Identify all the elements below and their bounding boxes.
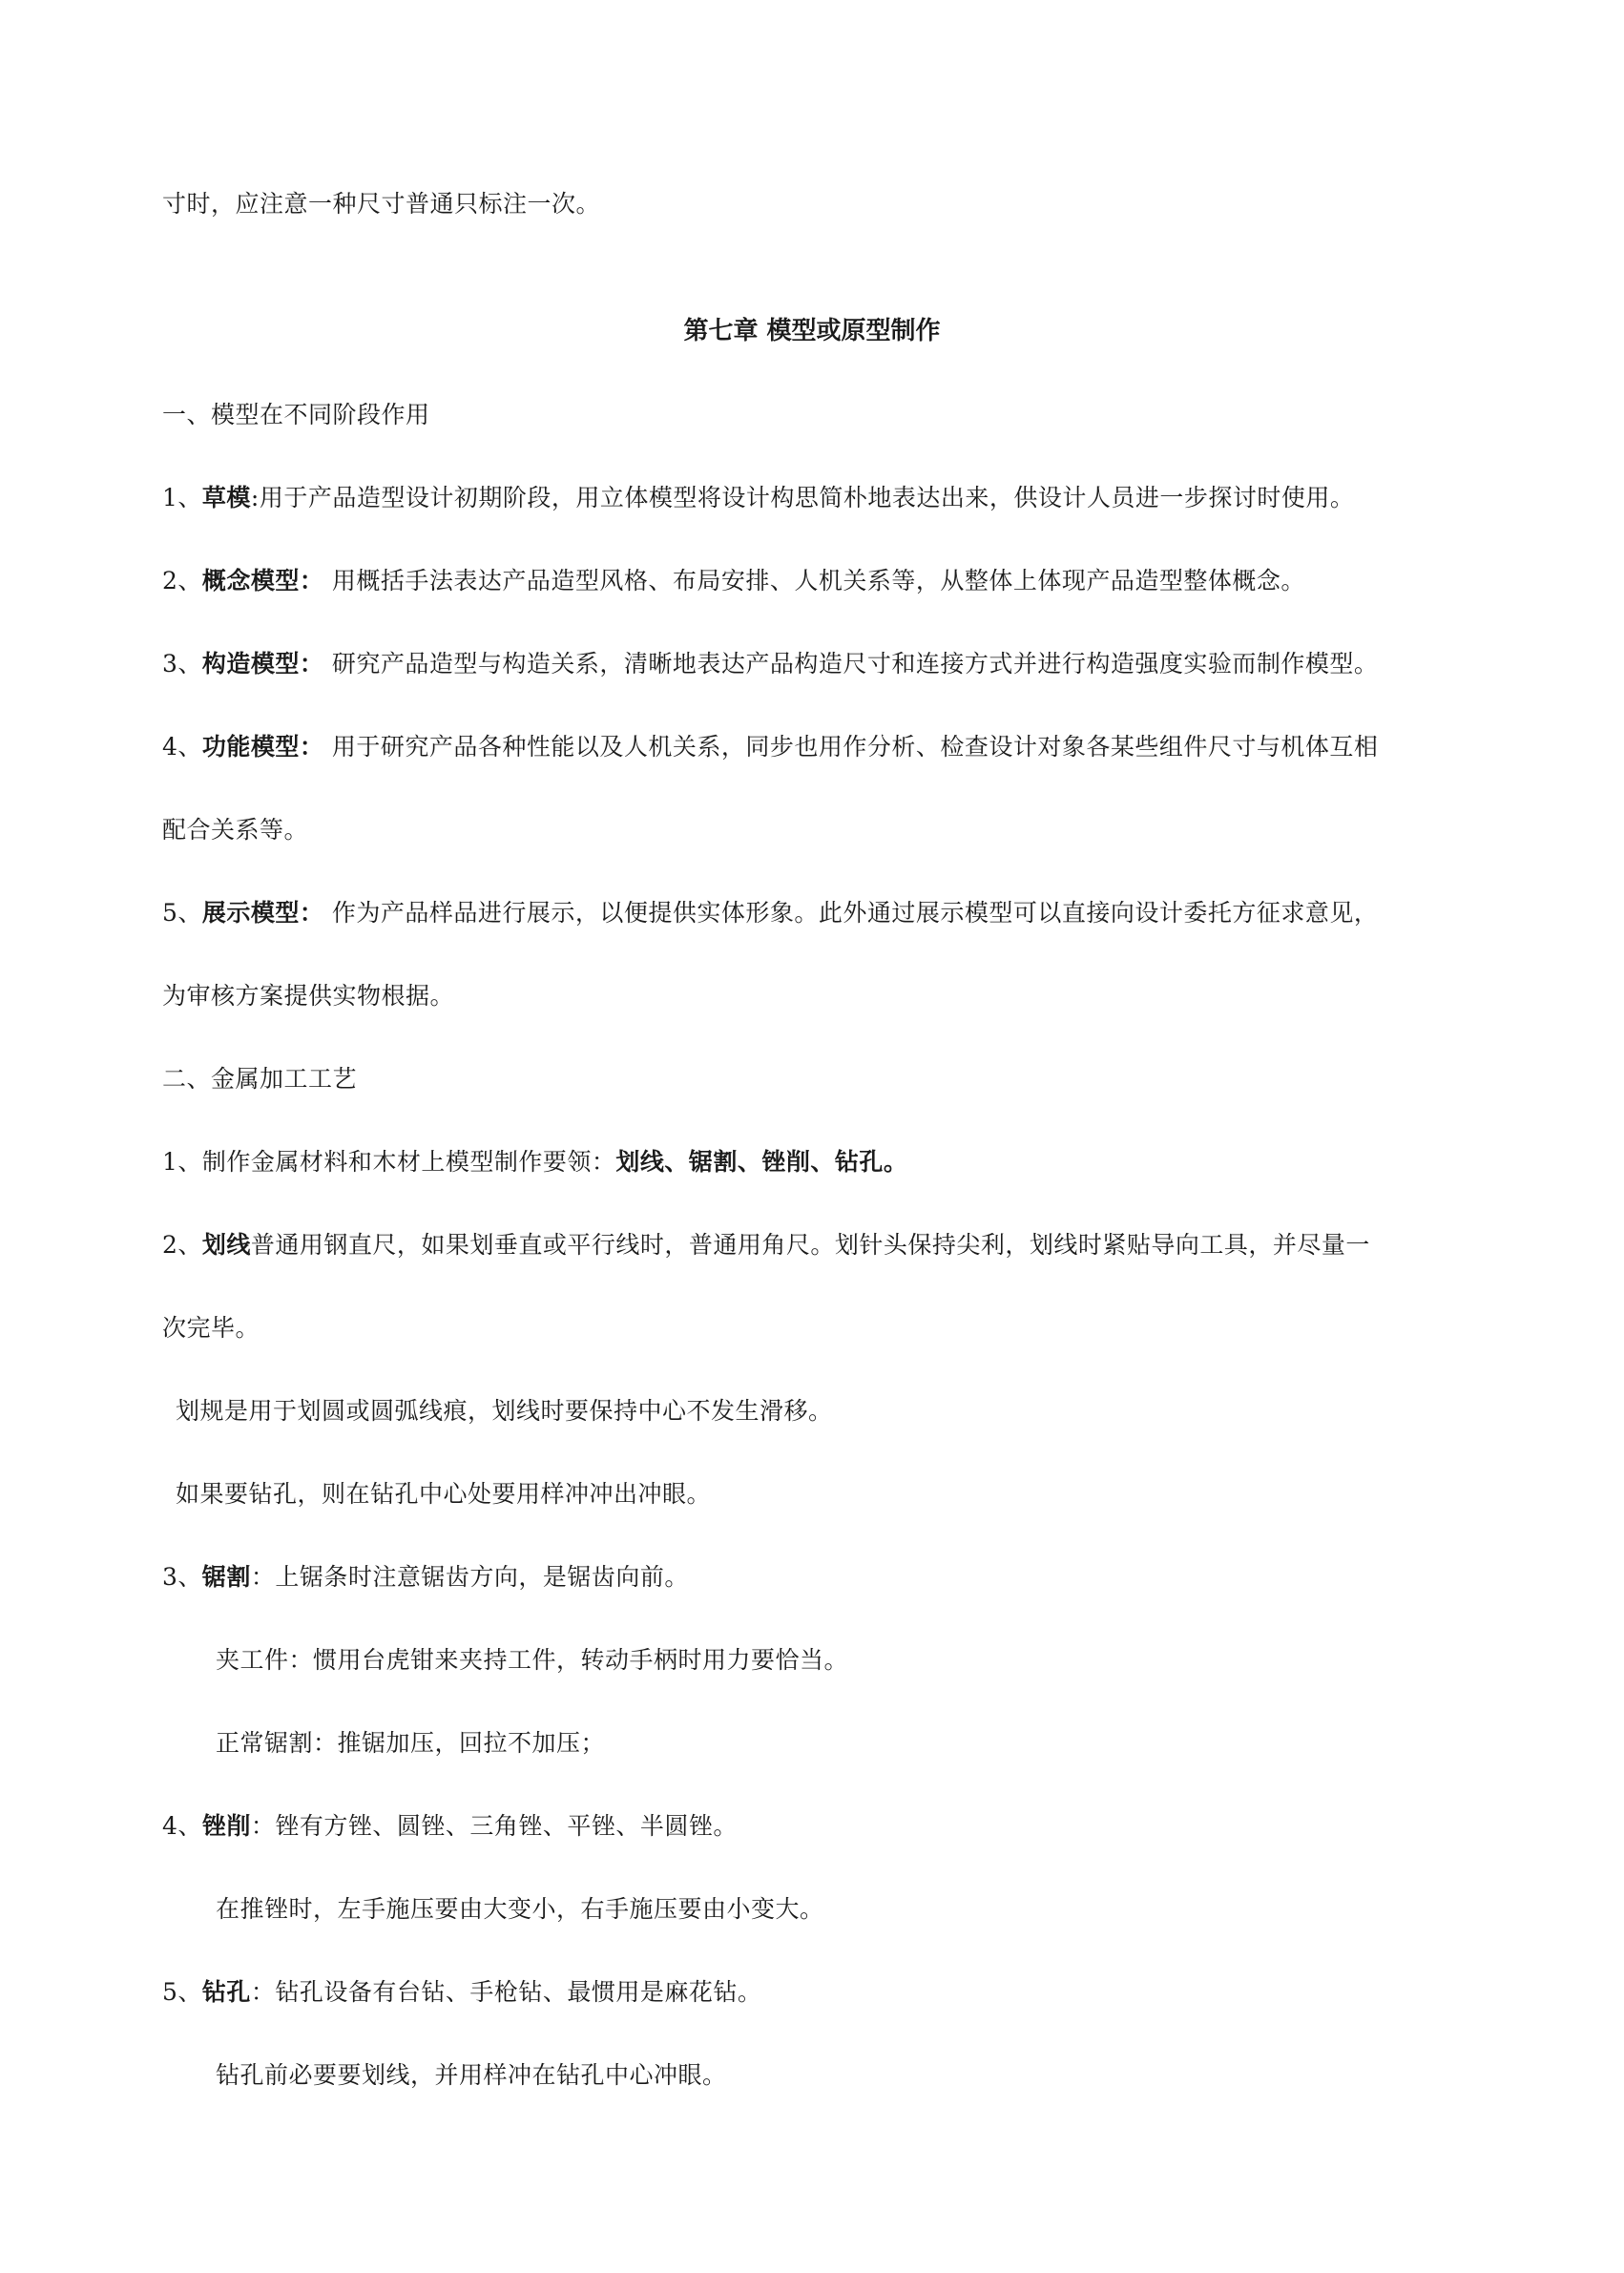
section1-heading: 一、模型在不同阶段作用 (162, 401, 430, 428)
item-num: 4、 (162, 733, 202, 761)
continuation-text: 寸时，应注意一种尺寸普通只标注一次。 (162, 190, 601, 218)
item-num: 3、 (162, 650, 202, 678)
item-term: 功能模型： (201, 733, 324, 761)
section1-item-3 (162, 648, 1378, 680)
section1-item-1 (162, 482, 1354, 514)
section2-item-3 (162, 1561, 689, 1594)
item-text: ：钻孔设备有台钻、手枪钻、最惯用是麻花钻。 (250, 1978, 762, 2006)
section2-item-5 (162, 1976, 761, 2009)
section2-item-4-sub-1: 在推锉时，左手施压要由大变小，右手施压要由小变大。 (216, 1895, 824, 1923)
item-text: 作为产品样品进行展示，以便提供实体形象。此外通过展示模型可以直接向设计委托方征求意见， (323, 899, 1379, 927)
item-text: 用于研究产品各种性能以及人机关系，同步也用作分析、检查设计对象各某些组件尺寸与机体互相 (323, 733, 1379, 761)
item-term: 钻孔 (201, 1978, 251, 2006)
section2-heading: 二、金属加工工艺 (162, 1065, 358, 1093)
item-term: 构造模型： (201, 650, 324, 678)
section2-item-3-sub-2: 正常锯割：推锯加压，回拉不加压； (216, 1729, 606, 1757)
item-text: 研究产品造型与构造关系，清晰地表达产品构造尺寸和连接方式并进行构造强度实验而制作模型。 (323, 650, 1379, 678)
item-term: 展示模型： (201, 899, 324, 927)
item-text: 1、制作金属材料和木材上模型制作要领： (162, 1148, 616, 1176)
item-term: 概念模型： (201, 567, 324, 594)
chapter-title: 第七章 模型或原型制作 (683, 317, 941, 345)
item-text: ：上锯条时注意锯齿方向，是锯齿向前。 (250, 1563, 689, 1591)
item-num: 4、 (162, 1812, 202, 1840)
section1-item-2 (162, 565, 1305, 597)
item-term: 草模 (201, 484, 251, 511)
item-num: 2、 (162, 567, 202, 594)
item-text: 用概括手法表达产品造型风格、布局安排、人机关系等，从整体上体现产品造型整体概念。 (323, 567, 1305, 594)
section2-item-2 (162, 1229, 1370, 1262)
item-num: 5、 (162, 1978, 202, 2006)
item-text: 普通用钢直尺，如果划垂直或平行线时，普通用角尺。划针头保持尖利，划线时紧贴导向工具，并尽量一 (250, 1231, 1370, 1259)
item-term: 划线、锯割、锉削、钻孔。 (615, 1148, 908, 1176)
item-num: 3、 (162, 1563, 202, 1591)
section2-item-5-sub-1: 钻孔前必要要划线，并用样冲在钻孔中心冲眼。 (216, 2061, 727, 2089)
section1-item-4-continuation: 配合关系等。 (162, 816, 309, 844)
section2-item-3-sub-1: 夹工件：惯用台虎钳来夹持工件，转动手柄时用力要恰当。 (216, 1646, 849, 1674)
item-num: 2、 (162, 1231, 202, 1259)
item-term: 锉削 (201, 1812, 251, 1840)
section2-note-a: 划规是用于划圆或圆弧线痕，划线时要保持中心不发生滑移。 (176, 1397, 833, 1425)
section2-item-1 (162, 1146, 907, 1178)
item-num: 5、 (162, 899, 202, 927)
item-text: ：锉有方锉、圆锉、三角锉、平锉、半圆锉。 (250, 1812, 738, 1840)
section1-item-4 (162, 731, 1378, 763)
item-num: 1、 (162, 484, 202, 511)
section2-item-2-continuation: 次完毕。 (162, 1314, 260, 1342)
section2-note-b: 如果要钻孔，则在钻孔中心处要用样冲冲出冲眼。 (176, 1480, 712, 1508)
section1-item-5 (162, 897, 1378, 929)
section1-item-5-continuation: 为审核方案提供实物根据。 (162, 982, 455, 1010)
item-term: 锯割 (201, 1563, 251, 1591)
item-text: :用于产品造型设计初期阶段，用立体模型将设计构思简朴地表达出来，供设计人员进一步探讨时使用。 (250, 484, 1355, 511)
section2-item-4 (162, 1810, 738, 1843)
item-term: 划线 (201, 1231, 251, 1259)
